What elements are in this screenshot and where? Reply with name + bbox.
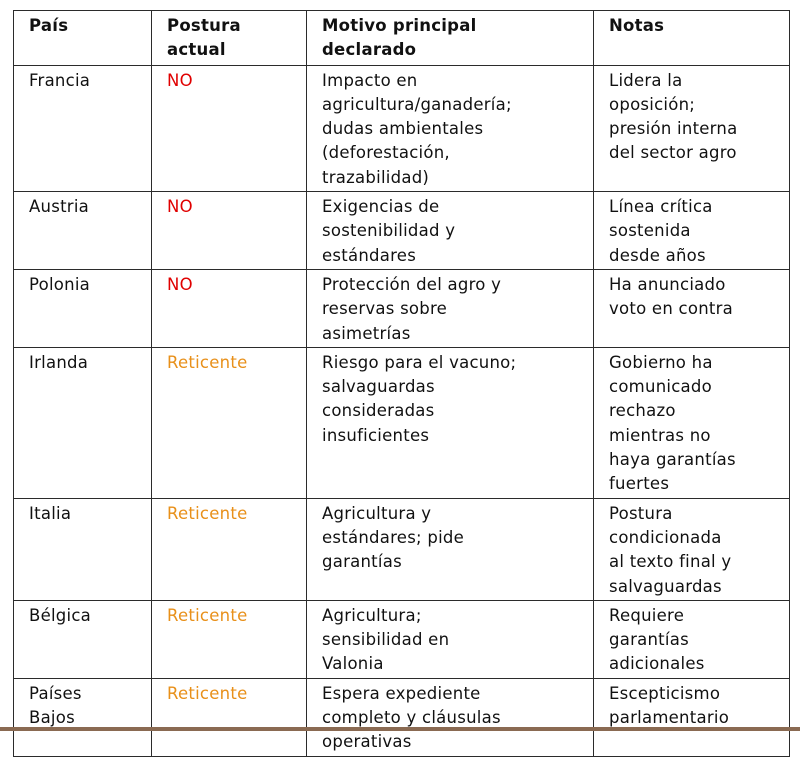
cell-notas: Requiere garantías adicionales xyxy=(594,600,790,678)
cell-pais: Países Bajos xyxy=(14,678,152,756)
country-positions-table xyxy=(13,10,790,757)
bottom-divider xyxy=(0,727,800,731)
table-row xyxy=(14,600,790,678)
cell-postura: Reticente xyxy=(152,498,307,600)
cell-postura: NO xyxy=(152,65,307,191)
header-postura: Postura actual xyxy=(152,11,307,66)
cell-motivo: Impacto en agricultura/ganadería; dudas ambientales (deforestación, trazabilidad) xyxy=(307,65,594,191)
cell-motivo: Exigencias de sostenibilidad y estándares xyxy=(307,192,594,270)
cell-postura: Reticente xyxy=(152,347,307,498)
cell-notas: Ha anunciado voto en contra xyxy=(594,269,790,347)
cell-pais: Austria xyxy=(14,192,152,270)
header-pais: País xyxy=(14,11,152,66)
cell-notas: Gobierno ha comunicado rechazo mientras no haya garantías fuertes xyxy=(594,347,790,498)
cell-postura: NO xyxy=(152,269,307,347)
cell-pais: Irlanda xyxy=(14,347,152,498)
cell-motivo: Espera expediente completo y cláusulas operativas xyxy=(307,678,594,756)
cell-motivo: Riesgo para el vacuno; salvaguardas consideradas insuficientes xyxy=(307,347,594,498)
header-motivo: Motivo principal declarado xyxy=(307,11,594,66)
cell-motivo: Agricultura; sensibilidad en Valonia xyxy=(307,600,594,678)
cell-postura: NO xyxy=(152,192,307,270)
cell-postura: Reticente xyxy=(152,678,307,756)
cell-pais: Polonia xyxy=(14,269,152,347)
table-row xyxy=(14,65,790,191)
cell-motivo: Protección del agro y reservas sobre asimetrías xyxy=(307,269,594,347)
table-row xyxy=(14,347,790,498)
table-header-row xyxy=(14,11,790,66)
cell-postura: Reticente xyxy=(152,600,307,678)
cell-pais: Italia xyxy=(14,498,152,600)
cell-notas: Lidera la oposición; presión interna del sector agro xyxy=(594,65,790,191)
cell-notas: Escepticismo parlamentario xyxy=(594,678,790,756)
table-row xyxy=(14,269,790,347)
cell-notas: Línea crítica sostenida desde años xyxy=(594,192,790,270)
cell-notas: Postura condicionada al texto final y salvaguardas xyxy=(594,498,790,600)
cell-pais: Francia xyxy=(14,65,152,191)
table-row xyxy=(14,192,790,270)
table-row xyxy=(14,678,790,756)
cell-pais: Bélgica xyxy=(14,600,152,678)
cell-motivo: Agricultura y estándares; pide garantías xyxy=(307,498,594,600)
header-notas: Notas xyxy=(594,11,790,66)
table-row xyxy=(14,498,790,600)
